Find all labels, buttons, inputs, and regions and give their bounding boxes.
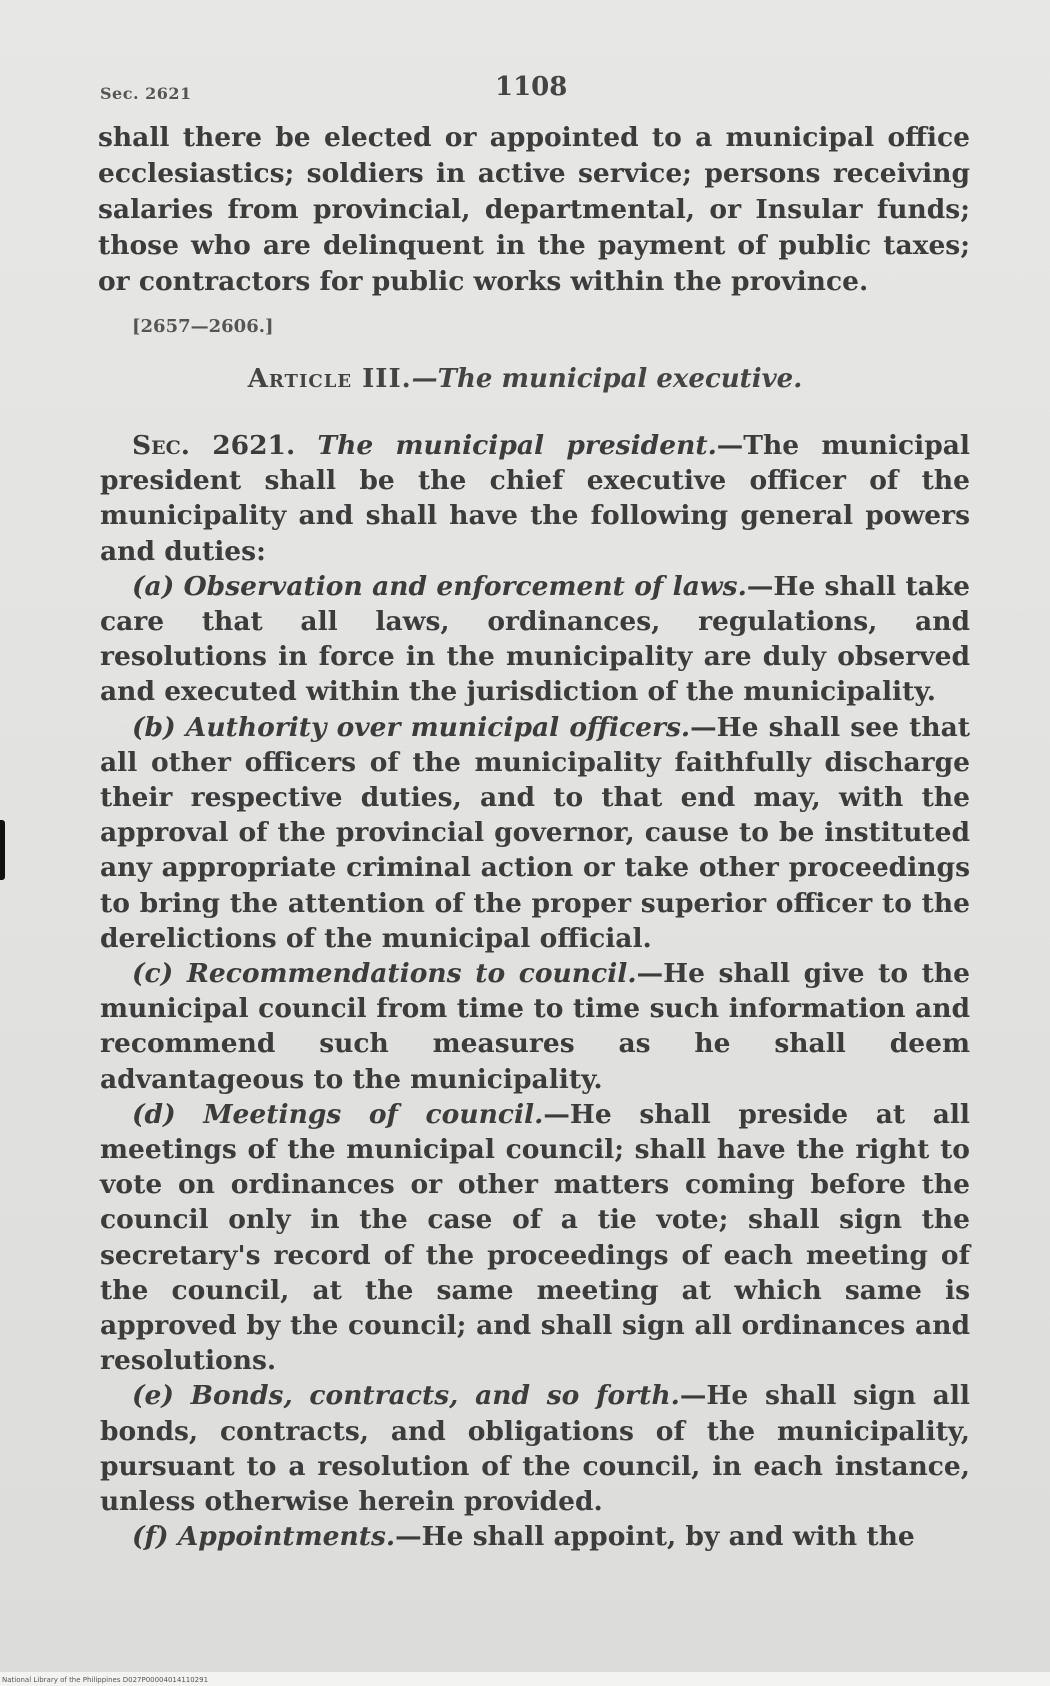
clause-d-title: Meetings of council. <box>203 1098 544 1130</box>
section-2621 <box>100 428 970 1555</box>
clause-a <box>100 569 970 710</box>
clause-a-letter: (a) <box>132 570 175 602</box>
clause-e-text: —He shall sign all bonds, contracts, and obligations of the municipality, pursuant to a resolution of the council, in each instance, unless otherwise herein provided. <box>100 1380 970 1518</box>
clause-c <box>100 956 970 1097</box>
clause-c-title: Recommendations to council. <box>186 958 637 990</box>
footer-strip <box>0 1672 1050 1686</box>
clause-b <box>100 710 970 956</box>
page-number: 1108 <box>495 72 568 102</box>
running-section-label: Sec. 2621 <box>100 84 192 103</box>
section-number: Sec. 2621. <box>132 430 296 461</box>
intro-text: shall there be elected or appointed to a municipal office ecclesiastics; soldiers in active service; persons receiving salaries from provincial, departmental, or Insular funds; those who are delinquent in the payment of public taxes; or contractors for public works within the province. <box>98 122 970 297</box>
clause-e <box>100 1378 970 1519</box>
clause-d-letter: (d) <box>132 1098 176 1130</box>
clause-f-letter: (f) <box>132 1521 169 1553</box>
clause-d <box>100 1097 970 1379</box>
article-label: Article III. <box>247 364 412 394</box>
section-text: —The municipal president shall be the chief executive officer of the municipality and shall have the following general powers and duties: <box>100 430 970 567</box>
clause-a-text: —He shall take care that all laws, ordinances, regulations, and resolutions in force in the municipality are duly observed and executed within the jurisdiction of the municipality. <box>100 570 970 708</box>
clause-b-text: —He shall see that all other officers of the municipality faithfully discharge their respective duties, and to that end may, with the approval of the provincial governor, cause to be instituted any appropriate criminal action or take other proceedings to bring the attention of the proper superior officer to the derelictions of the municipal official. <box>100 711 971 954</box>
section-intro <box>100 428 970 569</box>
clause-f-title: Appointments. <box>177 1521 396 1553</box>
clause-b-title: Authority over municipal officers. <box>185 711 691 743</box>
page-header <box>100 72 970 112</box>
clause-e-letter: (e) <box>132 1380 174 1412</box>
section-title: The municipal president. <box>317 430 717 461</box>
library-watermark: National Library of the Philippines D027P00004014110291 <box>2 1676 209 1684</box>
clause-d-text: —He shall preside at all meetings of the municipal council; shall have the right to vote on ordinances or other matters coming before the council only in the case of a tie vote; shall sign the secretary's record of the proceedings of each meeting of the council, at the same meeting at which same is approved by the council; and shall sign all ordinances and resolutions. <box>100 1098 971 1377</box>
article-title: —The municipal executive. <box>411 364 803 394</box>
clause-c-letter: (c) <box>132 958 174 990</box>
clause-f <box>100 1519 970 1554</box>
clause-c-text: —He shall give to the municipal council from time to time such information and recommend such measures as he shall deem advantageous to the municipality. <box>100 958 970 1095</box>
intro-paragraph <box>98 120 970 300</box>
citation: [2657—2606.] <box>132 316 274 337</box>
clause-f-text: —He shall appoint, by and with the <box>395 1521 915 1553</box>
article-heading <box>0 364 1050 394</box>
clause-b-letter: (b) <box>132 711 176 743</box>
clause-a-title: Observation and enforcement of laws. <box>183 570 747 602</box>
clause-e-title: Bonds, contracts, and so forth. <box>190 1380 680 1412</box>
scan-edge-mark <box>0 820 5 880</box>
